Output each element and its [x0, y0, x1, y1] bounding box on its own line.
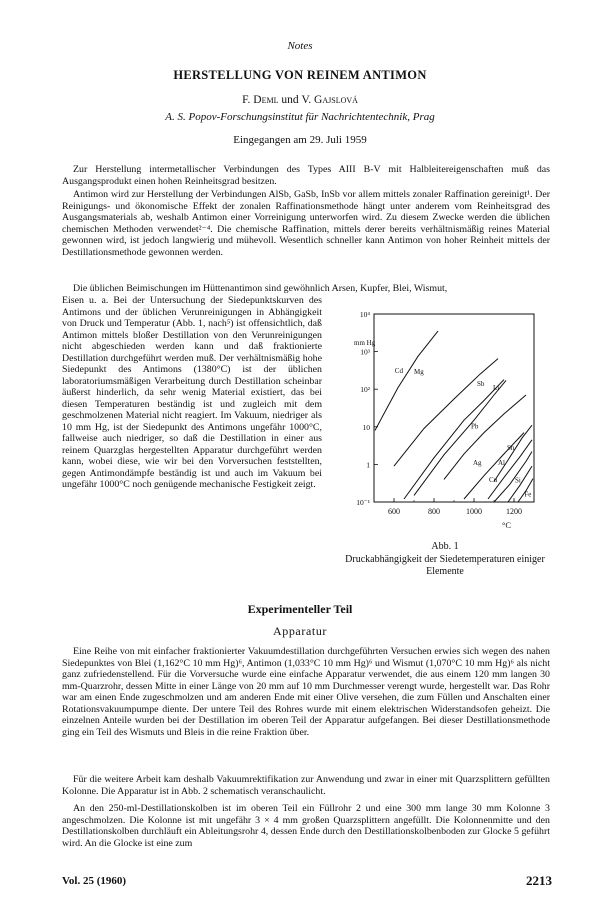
intro-paragraph-3-body: Eisen u. a. Bei der Untersuchung der Siedepunktskurven des Antimons und der üblichen Verunreinigungen in Abhängigkeit von Druck und Temperatur (Abb. 1, nach⁵) ist offensichtlich, daß Antimon mittels bloßer Destillation von den Verunreinigungen nicht abgeschieden werden kann und daß fraktionierte Destillation durchgeführt werden muß. Der verhältnismäßig hohe Siedepunkt des Antimons (1380°C) ist der üblichen laboratoriumsmäßigen Verarbeitung durch Destillation scheinbar äußerst hinderlich, da sehr wenig Material existiert, das bei diesen Temperaturen beständig ist und zugleich mit dem geschmolzenen Material nicht reagiert. Im Vakuum, niedriger als 10 mm Hg, ist der Siedepunkt des Antimons ungefähr 1000°C, fallweise auch niedriger, so daß die Destillation in einer aus reinem Quarzglas hergestellten Apparatur durchgeführt werden kann, wobei diese, wie wir bei den Vorversuchen feststellten, gegen Antimondämpfe beständig ist und auch im Vakuum bei ungefähr 1000°C noch genügende mechanische Festigkeit zeigt. — [62, 295, 322, 490]
received-date: Eingegangen am 29. Juli 1959 — [233, 134, 367, 146]
authors — [0, 94, 600, 106]
y-tick-label: 10³ — [360, 347, 370, 357]
y-tick-label: 10⁴ — [359, 310, 370, 319]
curve-sn — [494, 425, 532, 481]
running-head: Notes — [287, 40, 313, 52]
section-heading: Experimenteller Teil — [247, 602, 353, 616]
axis-ticks — [374, 314, 534, 502]
x-tick-label: 600 — [388, 507, 400, 516]
affiliation: A. S. Popov-Forschungsinstitut für Nachrichtentechnik, Prag — [165, 111, 435, 123]
x-tick-label: 1000 — [466, 507, 482, 516]
intro-paragraph-1: Zur Herstellung intermetallischer Verbindungen des Types AIII B-V mit Halbleitereigenschaften muß das Ausgangsprodukt einen hohen Reinheitsgrad besitzen. — [62, 164, 550, 187]
curve-label-sn: Sn — [507, 444, 515, 453]
y-axis-label: mm Hg — [354, 339, 376, 347]
curve-label-si: Si — [515, 476, 521, 485]
intro-paragraph-2: Antimon wird zur Herstellung der Verbindungen AlSb, GaSb, InSb vor allem mittels zonaler Raffination gereinigt¹. Der Reinigungs- und ökonomische Effekt der zonalen Raffinationsmethode hängt unter anderem vom Reinheitsgrad des Ausgangsmaterials ab, weshalb Antimon einer Vorreinigung unterworfen wird. Zu diesem Zwecke werden die üblichen chemischen Methoden verwendet²⁻⁴. Die chemische Raffination, mittels derer bereits verhältnismäßig reines Material gewonnen wird, ist jedoch langwierig und mühevoll. Wesentlich schneller kann Antimon von hoher Reinheit mittels der Destillationsmethode gewonnen werden. — [62, 189, 550, 258]
curve-label-sb: Sb — [477, 380, 485, 389]
x-tick-label: 1200 — [506, 507, 522, 516]
x-axis-label: °C — [502, 520, 512, 530]
curves — [375, 331, 533, 502]
curve-pb — [444, 395, 526, 479]
author-gajslova: V. Gajslová — [301, 94, 358, 106]
curve-label-cu: Cu — [489, 476, 498, 484]
curve-label-li: Li — [493, 384, 500, 392]
curve-label-cd: Cd — [394, 367, 403, 375]
x-tick-label: 800 — [428, 507, 440, 516]
plot-frame — [374, 314, 534, 502]
intro-paragraph-3-line-1: Die üblichen Beimischungen im Hüttenantimon sind gewöhnlich Arsen, Kupfer, Blei, Wismut, — [73, 283, 448, 294]
y-tick-label: 10⁻¹ — [356, 498, 370, 507]
experimental-paragraph-1: Eine Reihe von mit einfacher fraktionierter Vakuumdestillation durchgeführten Versuchen erwies sich wegen des nahen Siedepunktes von Blei (1,162°C 10 mm Hg)⁶, Antimon (1,033°C 10 mm Hg)⁶ und Wismut (1,070°C 10 mm Hg)⁶ als nicht ganz zufriedenstellend. Für die Vorversuche wurde eine einfache Apparatur verwendet, die aus einem 120 mm langen 30 mm-Quarzrohr, dessen Mitte in einer Länge von 20 mm auf 10 mm Durchmesser verengt wurde, hergestellt war. Das Rohr war am einen Ende zugeschmolzen und am anderen Ende mit einer Olive versehen, die zum Füllen und Anschalten einer Rotationsvakuumpumpe diente. Der untere Teil des Rohres wurde mit einem elektrischen Widerstandsofen geheizt. Die einzelnen Anteile wurden bei der Destillation im oberen Teil der Apparatur aufgefangen. Bei dieser Destillationsmethode ging ein Teil des Wismuts und Bleis in die reine Fraktion über. — [62, 646, 550, 738]
curve-label-fe: Fe — [524, 490, 532, 499]
author-deml: F. Deml — [242, 94, 279, 106]
journal-volume: Vol. 25 (1960) — [62, 875, 127, 887]
curve-label-ag: Ag — [473, 459, 482, 468]
curve-cd — [375, 331, 438, 430]
boiling-point-chart — [334, 298, 554, 538]
paper-title: HERSTELLUNG VON REINEM ANTIMON — [173, 68, 427, 82]
curve-label-al: Al — [498, 459, 505, 468]
experimental-paragraph-2: Für die weitere Arbeit kam deshalb Vakuumrektifikation zur Anwendung und zwar in einer mit Quarzsplittern gefüllten Kolonne. Die Apparatur ist in Abb. 2 schematisch veranschaulicht. — [62, 774, 550, 797]
figure-caption-title: Abb. 1 — [431, 541, 459, 552]
figure-caption-text: Druckabhängigkeit der Siedetemperaturen einiger Elemente — [345, 554, 545, 577]
y-tick-label: 10² — [360, 385, 370, 395]
authors-and: und — [281, 94, 299, 106]
y-tick-label: 1 — [366, 460, 370, 470]
subsection-heading: Apparatur — [272, 624, 328, 638]
y-tick-label: 10 — [362, 422, 370, 432]
experimental-paragraph-3: An den 250-ml-Destillationskolben ist im oberen Teil ein Füllrohr 2 und eine 300 mm lange 30 mm Kolonne 3 angeschmolzen. Die Kolonne ist mit ungefähr 3 × 4 mm großen Quarzsplittern angefüllt. Die Kolonnenmitte und den Destillationskolben durchläuft ein Ableitungsrohr 4, dessen Ende durch den Destillationskolbenboden zur Glocke 5 geführt wird. An die Glocke ist eine zum — [62, 803, 550, 849]
curve-label-mg: Mg — [414, 368, 424, 377]
curve-label-pb: Pb — [471, 422, 479, 431]
page-number: 2213 — [526, 873, 552, 888]
curve-mg — [394, 359, 498, 467]
